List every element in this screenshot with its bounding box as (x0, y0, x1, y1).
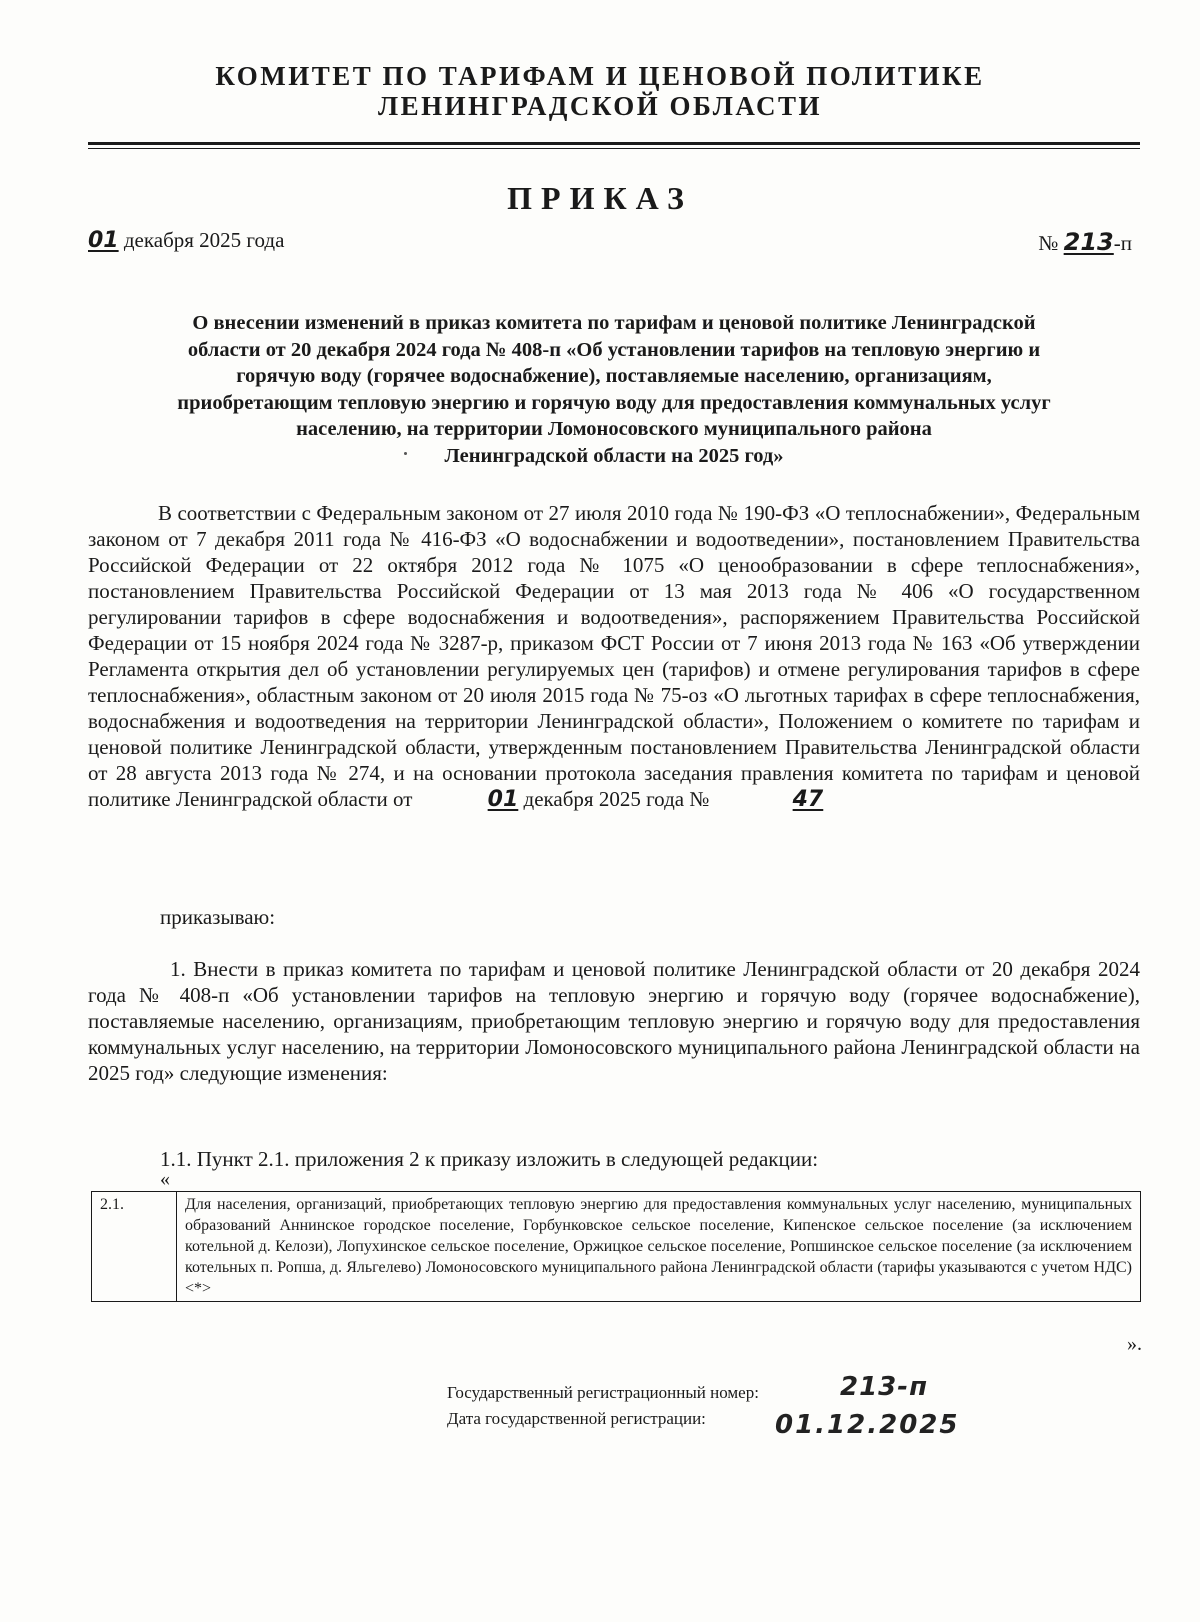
handwritten-date-day: 01 (88, 228, 119, 253)
preamble-paragraph (88, 500, 1140, 813)
doc-type-title: ПРИКАЗ (507, 180, 693, 216)
amendment-table (91, 1191, 1141, 1302)
handwritten-registration-number: 213-п (840, 1372, 929, 1402)
order-heading (88, 310, 1140, 469)
handwritten-registration-date: 01.12.2025 (775, 1410, 960, 1440)
handwritten-protocol-number: 47 (792, 787, 824, 812)
scan-speck (404, 452, 407, 455)
order-number-suffix: -п (1113, 231, 1132, 255)
header-rule-thin (88, 148, 1140, 149)
heading-line: Ленинградской области на 2025 год» (444, 444, 784, 467)
order-number (1038, 228, 1132, 256)
handwritten-protocol-day: 01 (487, 787, 519, 812)
handwritten-order-number: 213 (1063, 228, 1114, 256)
registration-number-label: Государственный регистрационный номер: (447, 1383, 759, 1402)
registration-block (447, 1380, 759, 1432)
registration-date-label: Дата государственной регистрации: (447, 1409, 706, 1428)
table-cell-text: Для населения, организаций, приобретающих тепловую энергию для предоставления коммунальных услуг населению, муниципальных образований Аннинское городское поселение, Горбунковское сельское поселение, Кипенское сельское поселение (за исключением котельной д. Келози), Лопухинское сельское поселение, Оржицкое сельское поселение, Ропшинское сельское поселение (за исключением котельных п. Ропша, д. Яльгелево) Ломоносовского муниципального района Ленинградской области (тарифы указываются с учетом НДС) <*> (177, 1192, 1141, 1302)
heading-line: горячую воду (горячее водоснабжение), поставляемые населению, организациям, (236, 365, 992, 387)
heading-line: населению, на территории Ломоносовского муниципального района (296, 418, 932, 440)
order-date-rest: декабря 2025 года (118, 228, 285, 252)
order-word: приказываю: (160, 905, 276, 929)
heading-line: О внесении изменений в приказ комитета по тарифам и ценовой политике Ленинградской (192, 312, 1036, 334)
preamble-protocol-mid: декабря 2025 года № (518, 787, 715, 811)
quote-open: « (160, 1168, 170, 1190)
preamble-text: В соответствии с Федеральным законом от 27 июля 2010 года № 190-ФЗ «О теплоснабжении», Федеральным законом от 7 декабря 2011 года № 416-ФЗ «О водоснабжении и водоотведении», постановлением Правительства Российской Федерации от 22 октября 2012 года № 1075 «О ценообразовании в сфере теплоснабжения», постановлением Правительства Российской Федерации от 13 мая 2013 года № 406 «О государственном регулировании тарифов в сфере водоснабжения и водоотведения», распоряжением Правительства Российской Федерации от 15 ноября 2024 года № 3287-р, приказом ФСТ России от 7 июня 2013 года № 163 «Об утверждении Регламента открытия дел об установлении регулируемых цен (тарифов) и отмене регулирования тарифов в сфере теплоснабжения», областным законом от 20 июля 2015 года № 75-оз «О льготных тарифах в сфере теплоснабжения, водоснабжения и водоотведения на территории Ленинградской области», Положением о комитете по тарифам и ценовой политике Ленинградской области, утвержденным постановлением Правительства Ленинградской области от 28 августа 2013 года № 274, и на основании протокола заседания правления комитета по тарифам и ценовой политике Ленинградской области от (88, 501, 1140, 811)
order-date (88, 228, 284, 253)
table-cell-number: 2.1. (92, 1192, 177, 1302)
quote-close: ». (1127, 1333, 1142, 1355)
heading-line: приобретающим тепловую энергию и горячую воду для предоставления коммунальных услуг (177, 391, 1051, 414)
heading-line: области от 20 декабря 2024 года № 408-п «Об установлении тарифов на тепловую энергию и (187, 338, 1041, 361)
org-name-line2: ЛЕНИНГРАДСКОЙ ОБЛАСТИ (377, 91, 823, 121)
order-item-1: 1. Внести в приказ комитета по тарифам и ценовой политике Ленинградской области от 20 декабря 2024 года № 408-п «Об установлении тарифов на тепловую энергию и горячую воду (горячее водоснабжение), поставляемые населению, организациям, приобретающим тепловую энергию и горячую воду для предоставления коммунальных услуг населению, на территории Ломоносовского муниципального района Ленинградской области на 2025 год» следующие изменения: (88, 957, 1140, 1085)
order-item-1-1: 1.1. Пункт 2.1. приложения 2 к приказу изложить в следующей редакции: (160, 1147, 819, 1171)
org-name-line1: КОМИТЕТ ПО ТАРИФАМ И ЦЕНОВОЙ ПОЛИТИКЕ (215, 61, 985, 91)
header-rule-thick (88, 142, 1140, 145)
order-number-prefix: № (1038, 231, 1064, 255)
table-row (92, 1192, 1141, 1302)
